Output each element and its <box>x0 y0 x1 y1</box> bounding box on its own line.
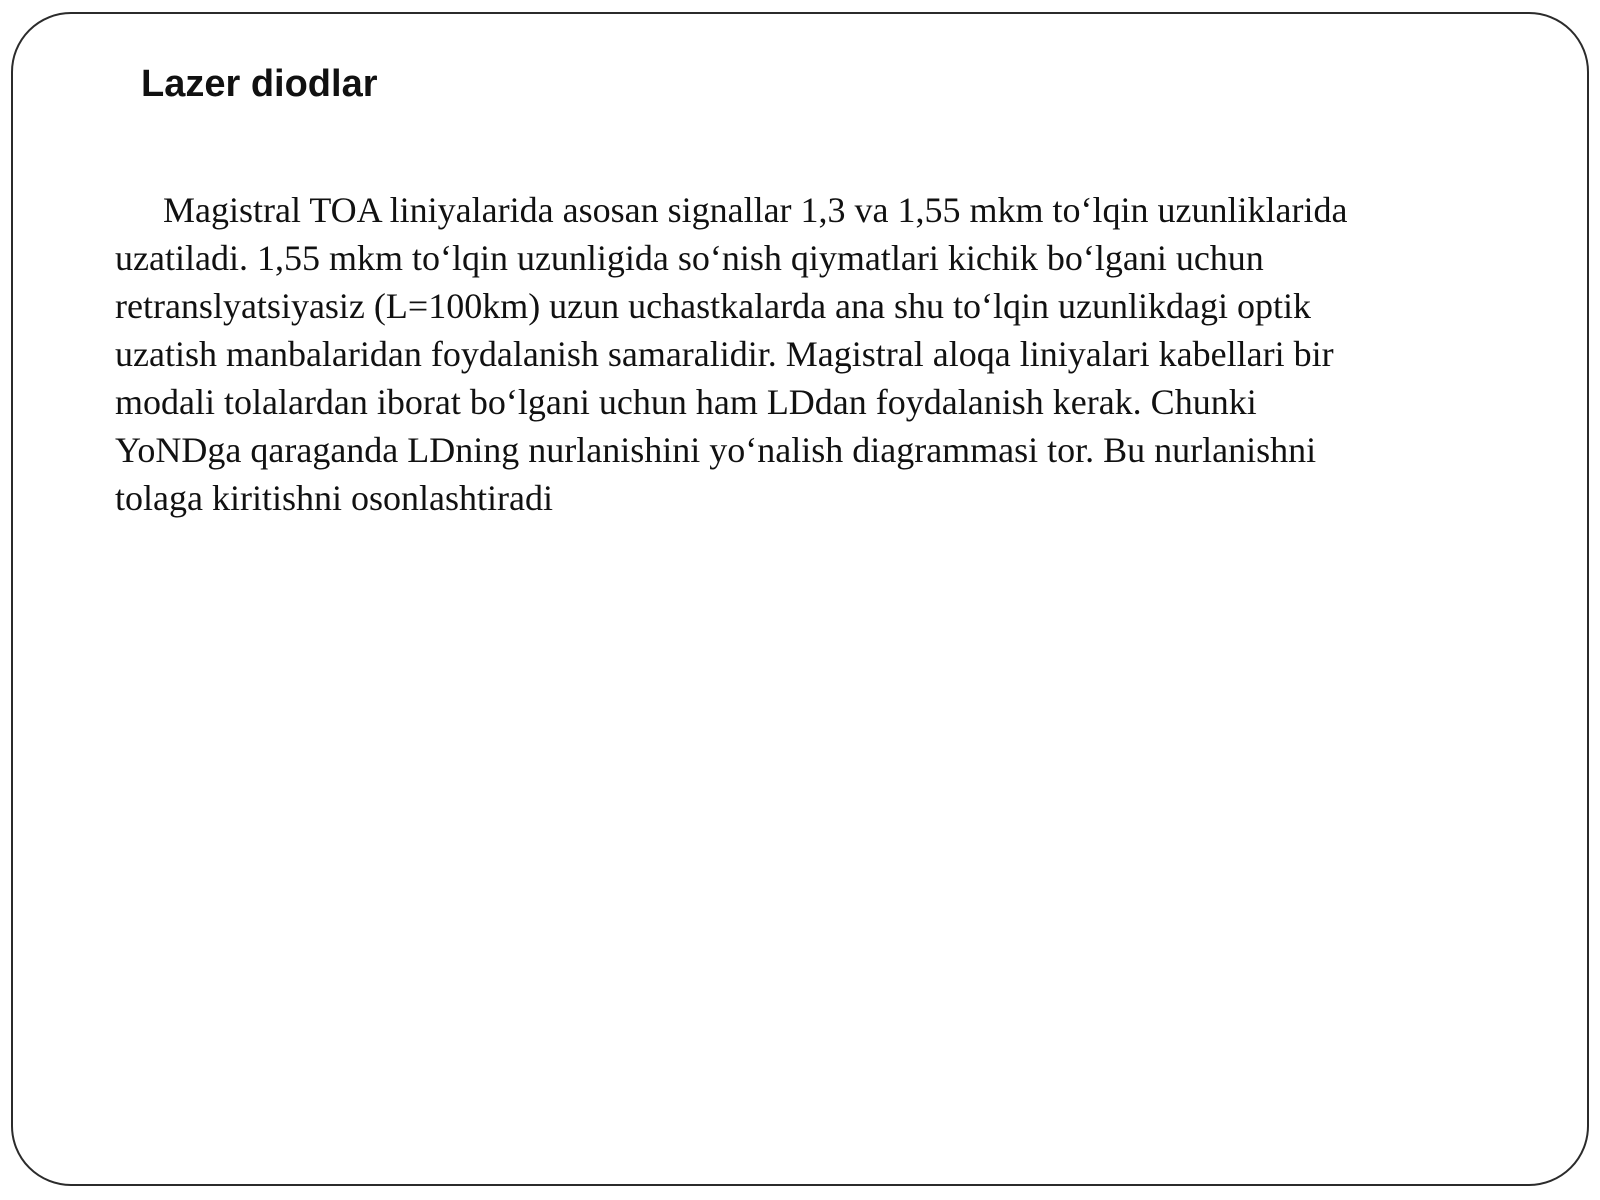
body-paragraph <box>115 186 1515 522</box>
slide-title: Lazer diodlar <box>141 63 378 105</box>
body-line: retranslyatsiyasiz (L=100km) uzun uchastkalarda ana shu to‘lqin uzunlikdagi optik <box>115 286 1311 326</box>
slide-frame <box>11 12 1589 1186</box>
body-line: tolaga kiritishni osonlashtiradi <box>115 478 553 518</box>
body-line: uzatiladi. 1,55 mkm to‘lqin uzunligida so‘nish qiymatlari kichik bo‘lgani uchun <box>115 238 1264 278</box>
body-line: uzatish manbalaridan foydalanish samaralidir. Magistral aloqa liniyalari kabellari bir <box>115 334 1334 374</box>
body-line: YoNDga qaraganda LDning nurlanishini yo‘nalish diagrammasi tor. Bu nurlanishni <box>115 430 1317 470</box>
body-line: Magistral TOA liniyalarida asosan signallar 1,3 va 1,55 mkm to‘lqin uzunliklarida <box>163 190 1348 230</box>
body-line: modali tolalardan iborat bo‘lgani uchun ham LDdan foydalanish kerak. Chunki <box>115 382 1257 422</box>
